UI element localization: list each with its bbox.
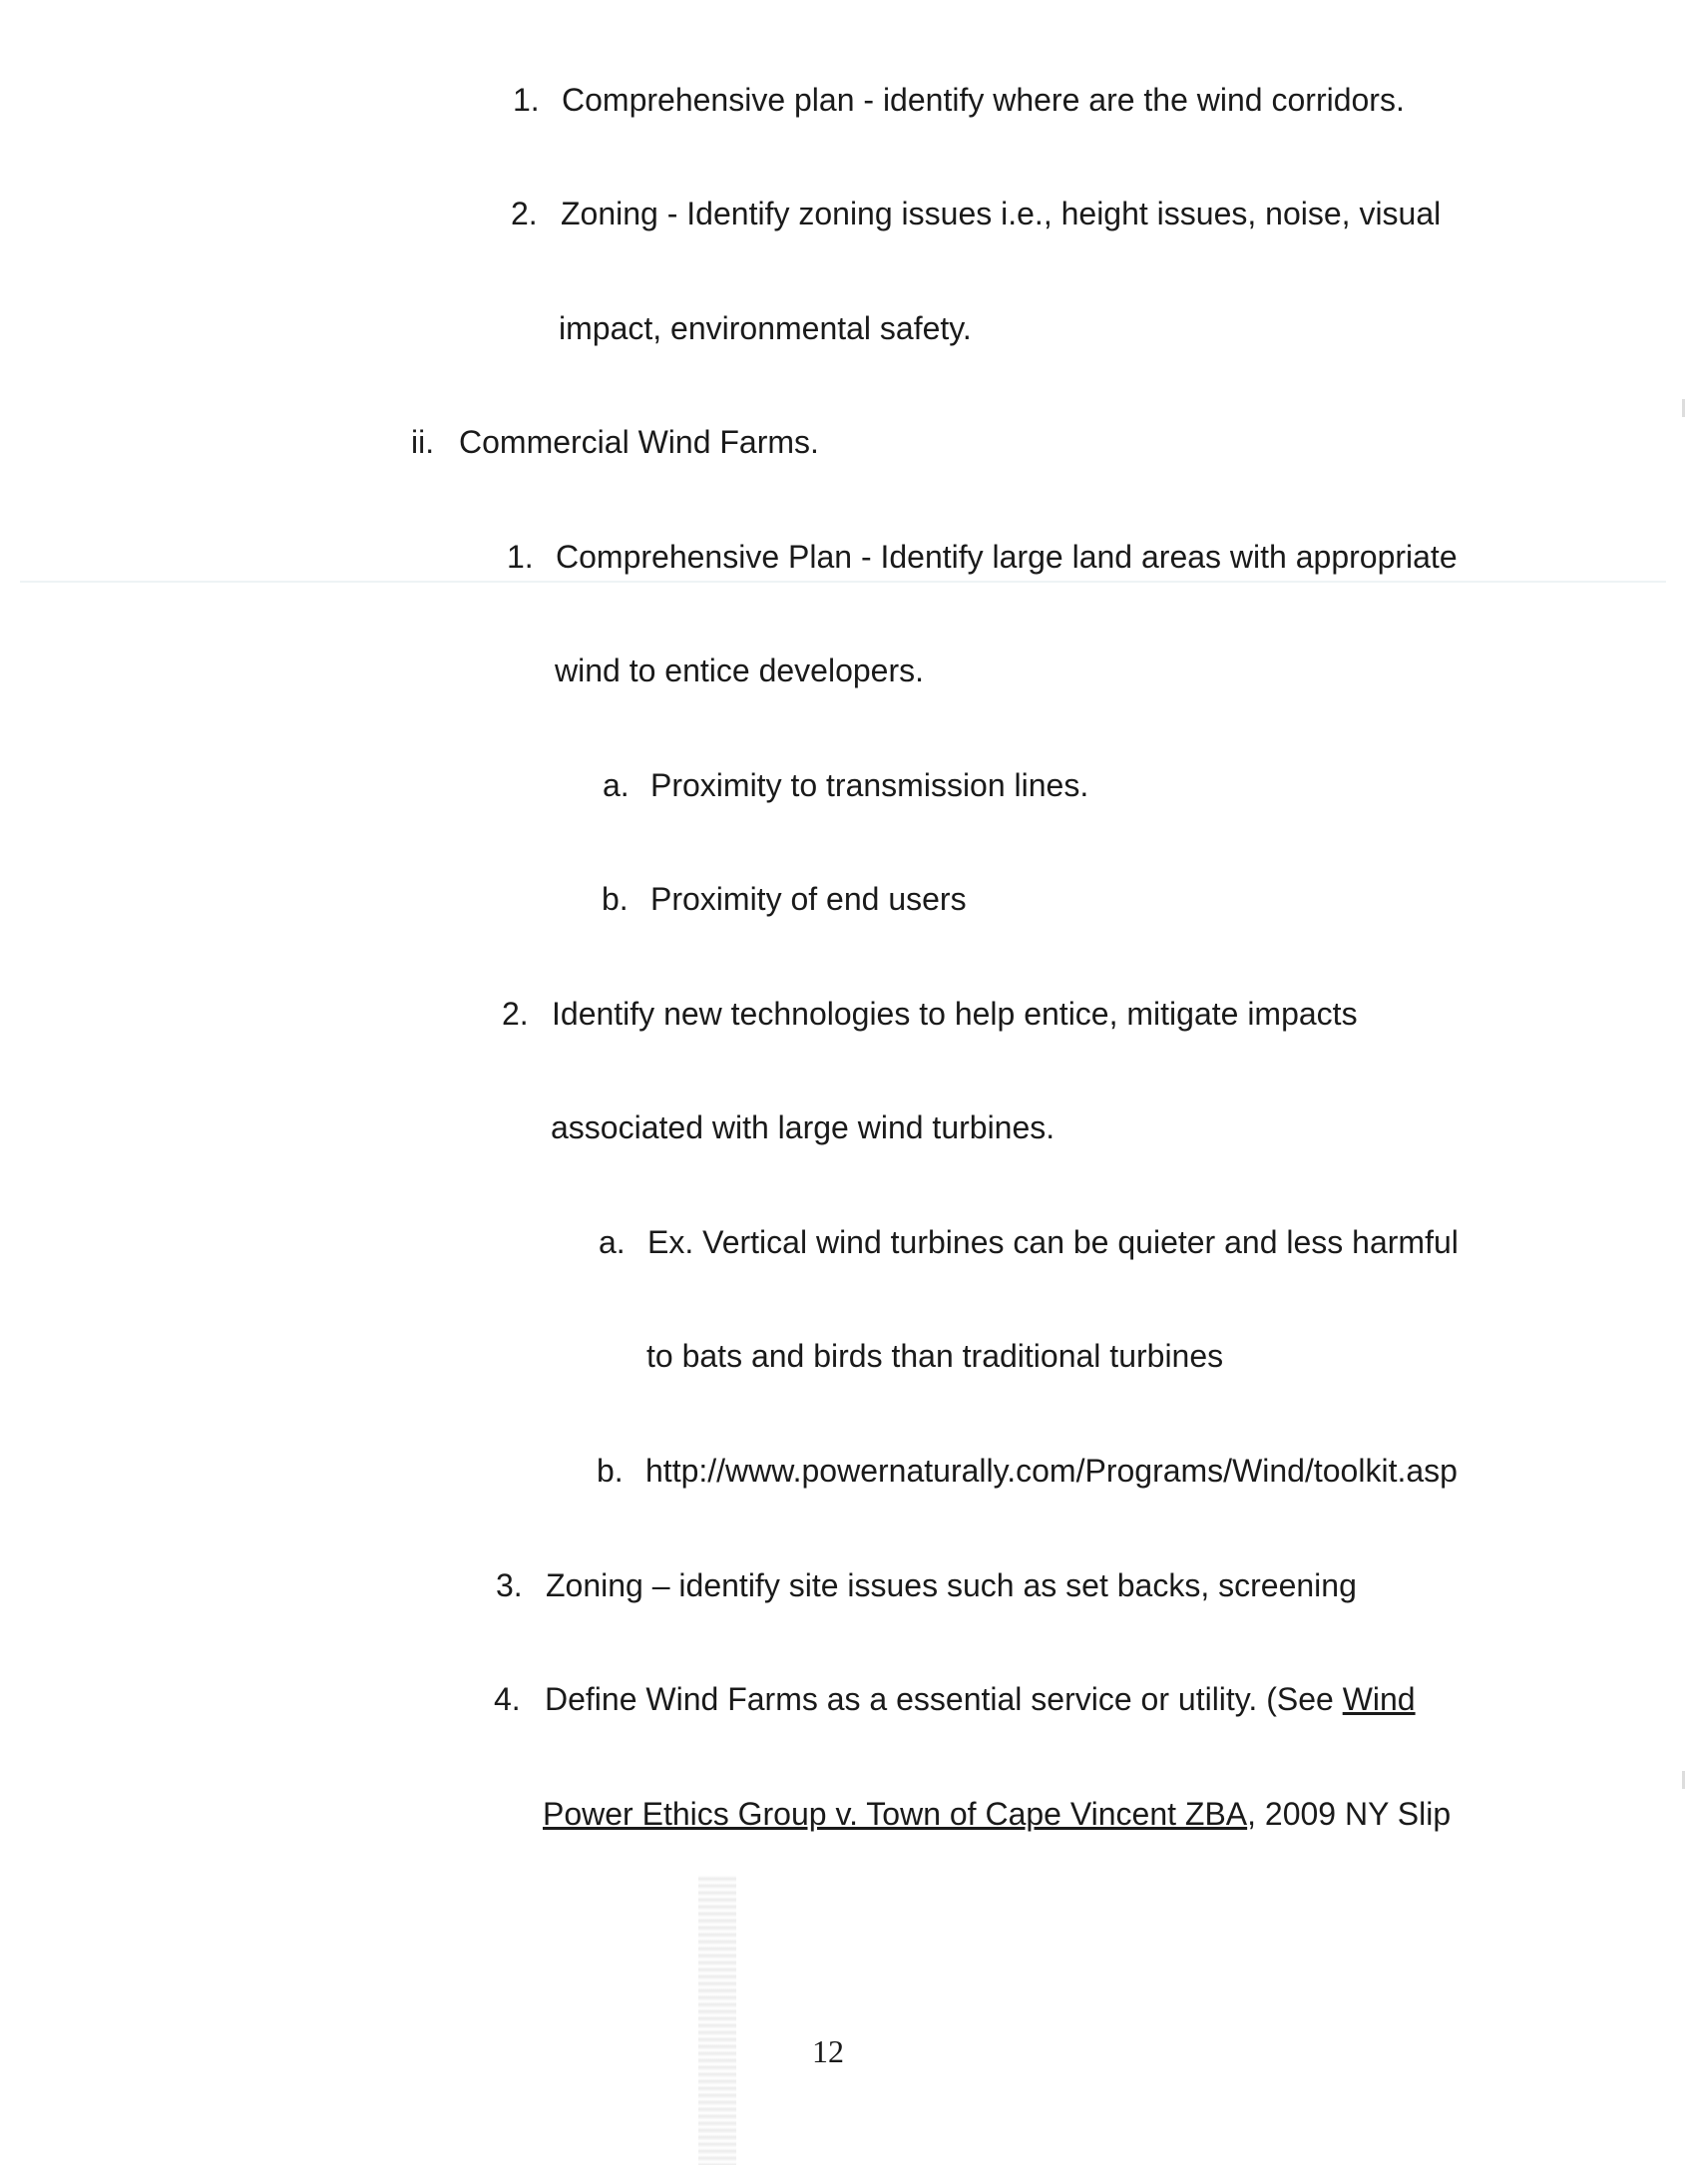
list-marker: 1. <box>513 82 540 118</box>
sublist-item-text: Proximity to transmission lines. <box>650 767 1089 803</box>
list-item-text: Zoning – identify site issues such as set backs, screening <box>546 1567 1357 1603</box>
reference-url: http://www.powernaturally.com/Programs/Wind/toolkit.asp <box>645 1453 1458 1489</box>
sublist-item-text: Proximity of end users <box>650 881 967 917</box>
section-heading: Commercial Wind Farms. <box>459 424 819 460</box>
list-item-continuation: associated with large wind turbines. <box>551 1109 1056 1145</box>
scan-artifact-line <box>20 581 1666 583</box>
list-item-text: Define Wind Farms as a essential service or utility. (See Wind <box>545 1681 1416 1717</box>
list-marker: 2. <box>511 196 538 231</box>
case-citation: Power Ethics Group v. Town of Cape Vincent ZBA <box>543 1796 1248 1832</box>
page-number: 12 <box>812 2033 844 2069</box>
list-item-text: Comprehensive plan - identify where are the wind corridors. <box>562 82 1405 118</box>
scan-edge-mark <box>1682 399 1685 417</box>
list-item-text: Zoning - Identify zoning issues i.e., height issues, noise, visual <box>561 196 1442 231</box>
list-item-continuation: Power Ethics Group v. Town of Cape Vincent ZBA, 2009 NY Slip <box>543 1796 1452 1832</box>
sublist-marker: a. <box>603 767 630 803</box>
sublist-marker: b. <box>597 1453 624 1489</box>
list-item-text: Comprehensive Plan - Identify large land areas with appropriate <box>556 539 1458 575</box>
section-marker: ii. <box>411 424 435 460</box>
list-item-text: Identify new technologies to help entice, mitigate impacts <box>552 996 1358 1032</box>
sublist-marker: b. <box>602 881 629 917</box>
case-citation: Wind <box>1342 1681 1416 1717</box>
sublist-item-text: Ex. Vertical wind turbines can be quieter and less harmful <box>647 1224 1459 1260</box>
list-marker: 3. <box>496 1567 523 1603</box>
list-marker: 4. <box>494 1681 521 1717</box>
scan-smudge <box>698 1876 736 2165</box>
sublist-marker: a. <box>599 1224 626 1260</box>
sublist-item-continuation: to bats and birds than traditional turbines <box>646 1338 1224 1374</box>
scan-edge-mark <box>1682 1771 1685 1789</box>
list-item-continuation: impact, environmental safety. <box>559 310 972 346</box>
list-item-continuation: wind to entice developers. <box>555 653 924 688</box>
list-marker: 2. <box>502 996 529 1032</box>
list-marker: 1. <box>507 539 534 575</box>
